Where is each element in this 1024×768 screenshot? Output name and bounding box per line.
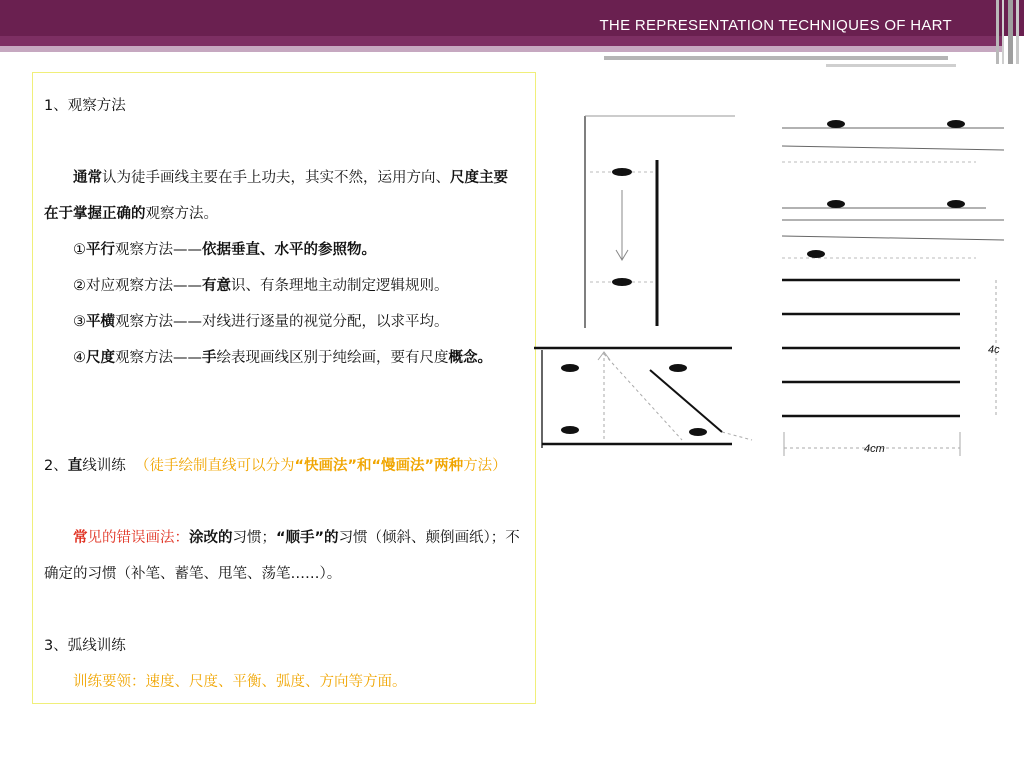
page-header-title: THE REPRESENTATION TECHNIQUES OF HART (599, 17, 952, 34)
intro-bold-b: 尺度主要在于掌握正确的 (44, 170, 508, 222)
header-underline-lilac (0, 46, 1004, 52)
eye-icon (561, 426, 579, 434)
item-1 (44, 232, 522, 268)
item2-text: ②对应观察方法—— (73, 278, 202, 294)
header-line-gray (604, 56, 948, 60)
intro-text-c: 观察方法。 (145, 206, 218, 222)
errors-bold-a: 涂改的 (189, 530, 233, 546)
eye-icon (612, 278, 632, 286)
item4-text: 观察方法—— (115, 350, 202, 366)
item4-number: ④ (73, 350, 86, 366)
header-stripe-2 (1002, 0, 1004, 64)
eye-icon (947, 200, 965, 208)
header-stripe-1 (996, 0, 999, 64)
intro-text-a: 认为徒手画线主要在手上功夫，其实不然，运用方向、 (102, 170, 450, 186)
errors-text-e: 画纸）；不确定的习惯（补笔、蓄笔、甩笔、荡笔……）。 (44, 530, 520, 582)
section3-tips (44, 664, 522, 700)
item4-text-tail: 概念。 (448, 350, 492, 366)
item2-text-tail: 识、有条理地主动制定逻辑规则。 (231, 278, 449, 294)
eye-icon (561, 364, 579, 372)
section3-heading (44, 628, 522, 664)
header-stripe-4 (1016, 0, 1019, 64)
section2-note-a: （徒手绘制直线可以分为 (134, 458, 295, 474)
eye-icon (827, 120, 845, 128)
item4-bold-2: 手 (202, 350, 217, 366)
item-2 (44, 268, 522, 304)
section3-heading-text: 3、弧线训练 (44, 638, 126, 654)
eye-icon (947, 120, 965, 128)
item3-text: 观察方法——对线进行逐量的视觉分配，以求平均。 (115, 314, 449, 330)
eye-icon (827, 200, 845, 208)
section2-heading (44, 448, 522, 484)
header-line-gray-2 (826, 64, 956, 67)
section1-heading (44, 88, 522, 124)
item4-bold: 尺度 (86, 350, 115, 366)
item4-text-2: 绘表现画线区别于纯绘画，要有尺度 (216, 350, 449, 366)
section2-note-c: 方法） (463, 458, 507, 474)
intro-bold: 通常 (73, 170, 102, 186)
errors-bold-c: “顺手”的 (276, 530, 339, 546)
item1-bold: 平行 (86, 242, 115, 258)
item-3 (44, 304, 522, 340)
item1-bold-tail: 依据垂直、水平的参照物。 (202, 242, 376, 258)
section1-heading-text: 1、观察方法 (44, 98, 126, 114)
errors-text-b: 习惯； (232, 530, 276, 546)
eye-icon (807, 250, 825, 258)
errors-label: 见的错误画法： (87, 530, 189, 546)
section1-intro (44, 160, 522, 232)
section3-tips-text: 训练要领：速度、尺度、平衡、弧度、方向等方面。 (73, 674, 407, 690)
vertical-lines-figure (580, 110, 740, 332)
section2-number: 2、 (44, 458, 68, 474)
item3-number: ③ (73, 314, 86, 330)
section2-heading-text: 线训练 (82, 458, 126, 474)
horizontal-lines-figure (776, 112, 1012, 462)
eye-icon (689, 428, 707, 436)
errors-label-bold: 常 (73, 530, 88, 546)
section2-errors (44, 520, 522, 592)
item-4 (44, 340, 522, 376)
header-underline-purple (0, 36, 1004, 46)
errors-text-d: 习惯（倾斜、颠倒 (338, 530, 455, 546)
item2-bold: 有意 (202, 278, 231, 294)
header-stripe-3 (1008, 0, 1013, 64)
item3-bold: 平横 (86, 314, 115, 330)
section2-bold: 直 (67, 458, 83, 474)
eye-icon (612, 168, 632, 176)
section2-note-b: “快画法”和“慢画法”两种 (294, 458, 464, 474)
diagonal-figure (532, 340, 762, 452)
figure-label-4cm: 4cm (864, 443, 885, 455)
item1-number: ① (73, 242, 86, 258)
figure-label-4c: 4c (988, 344, 1000, 356)
eye-icon (669, 364, 687, 372)
item1-text: 观察方法—— (115, 242, 202, 258)
